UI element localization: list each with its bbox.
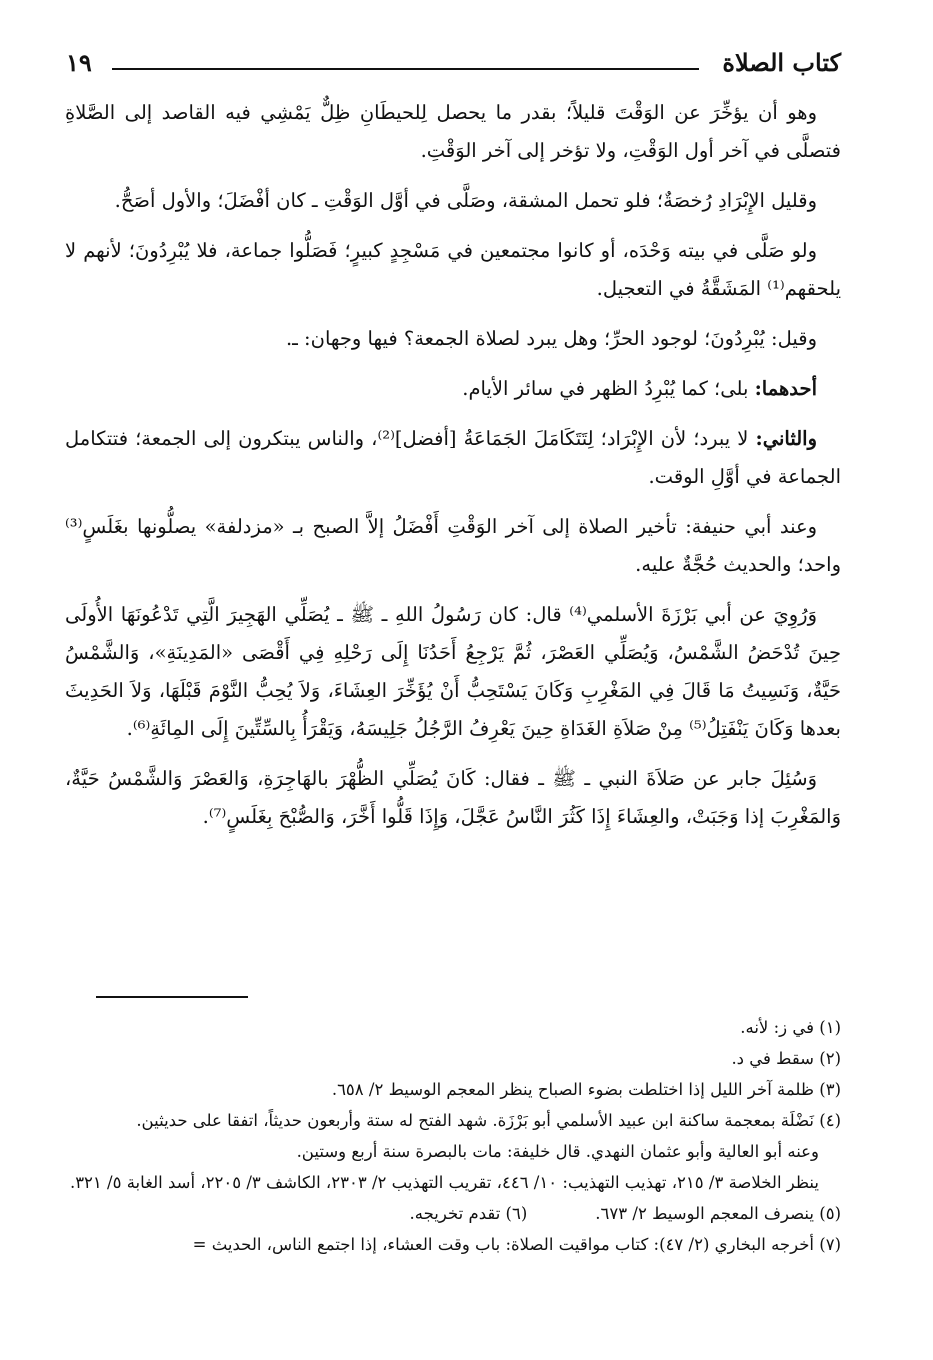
footnote-4-continuation: وعنه أبو العالية وأبو عثمان النهدي. قال خليفة: مات بالبصرة سنة أربع وستين. <box>296 1142 819 1161</box>
paragraph <box>65 232 841 308</box>
paragraph-text: وعند أبي حنيفة: تأخير الصلاة إلى آخر الوَقْتِ أَفْضَلُ إلاَّ الصبح بـ «مزدلفة» يصلُّونها بغَلَسٍ⁽³⁾ واحد؛ والحديث حُجَّةٌ عليه. <box>65 515 841 576</box>
paragraph-text: وقيل: يُبْرِدُونَ؛ لوجود الحرِّ؛ وهل يبرد لصلاة الجمعة؟ فيها وجهان: ـ. <box>285 327 817 350</box>
paragraph <box>65 94 841 170</box>
footnote-7: (٧) أخرجه البخاري (٢/ ٤٧): كتاب مواقيت الصلاة: باب وقت العشاء، إذا اجتمع الناس، الحديث = <box>192 1235 841 1254</box>
footnote-5: (٥) ينصرف المعجم الوسيط ٢/ ٦٧٣. <box>595 1204 841 1223</box>
footnote-4: (٤) نَضْلَة بمعجمة ساكنة ابن عبيد الأسلمي أبو بَرْزَة. شهد الفتح له ستة وأربعون حديثاً، اتفقا على حديثين. <box>136 1111 841 1130</box>
footnote-6: (٦) تقدم تخريجه. <box>409 1204 528 1223</box>
footnote-2: (٢) سقط في د. <box>731 1049 841 1068</box>
paragraph <box>65 760 841 836</box>
paragraph <box>65 182 841 220</box>
paragraph <box>65 420 841 496</box>
paragraph-text: وَرُوِيَ عن أبي بَرْزَةَ الأسلمي⁽⁴⁾ قال: كان رَسُولُ اللهِ ـ ﷺ ـ يُصَلِّي الهَجِيرَ الَّتِي تَدْعُونَهَا الأُولَى حِينَ تُدْحَضُ الشَّمْسُ، وَيُصَلِّي العَصْرَ، ثُمَّ يَرْجِعُ أَحَدُنَا إِلَى رَحْلِهِ فِي أَقْصَى «المَدِينَةِ»، وَالشَّمْسُ حَيَّةٌ، وَنَسِيتُ مَا قَالَ فِي المَغْرِبِ وَكَانَ يَسْتَحِبُّ أَنْ يُؤَخِّرَ العِشَاءَ، وَلاَ يُحِبُّ النَّوْمَ قَبْلَهَا، وَلاَ الحَدِيثَ بعدها وَكَانَ يَنْفَتِلُ⁽⁵⁾ مِنْ صَلاَةِ الغَدَاةِ حِينَ يَعْرِفُ الرَّجُلُ جَلِيسَهُ، وَيَقْرَأُ بِالسِّتِّينَ إِلَى المِائَةِ⁽⁶⁾. <box>65 603 841 740</box>
paragraph <box>65 370 841 408</box>
main-text <box>65 94 841 848</box>
footnote-1: (١) في ز: لأنه. <box>740 1018 841 1037</box>
paragraph-text: وَسُئِلَ جابر عن صَلاَةَ النبي ـ ﷺ ـ فقال: كَانَ يُصَلِّي الظُّهْرَ بالهَاجِرَةِ، وَالعَصْرَ وَالشَّمْسُ حَيَّةٌ، وَالمَغْرِبَ إذا وَجَبَتْ، والعِشَاءَ إِذَا كَثُرَ النَّاسُ عَجَّلَ، وَإِذَا قَلُّوا أَخَّرَ، وَالصُّبْحَ بِغَلَسٍ⁽⁷⁾. <box>65 767 841 828</box>
footnote-separator <box>96 996 248 998</box>
footnotes <box>41 1012 841 1260</box>
paragraph-text: ولو صَلَّى في بيته وَحْدَه، أو كانوا مجتمعين في مَسْجِدٍ كبيرٍ؛ فَصَلُّوا جماعة، فلا يُبْرِدُونَ؛ لأنهم لا يلحقهم⁽¹⁾ المَشَقَّةُ في التعجيل. <box>65 239 841 300</box>
paragraph-label: والثاني: <box>755 427 817 450</box>
paragraph <box>65 320 841 358</box>
header-rule <box>112 68 699 70</box>
chapter-title: كتاب الصلاة <box>722 48 841 77</box>
footnote-3: (٣) ظلمة آخر الليل إذا اختلطت بضوء الصباح ينظر المعجم الوسيط ٢/ ٦٥٨. <box>331 1080 841 1099</box>
paragraph-text: وقليل الإِبْرَادِ رُخصَةٌ؛ فلو تحمل المشقة، وصَلَّى في أوَّل الوَقْتِ ـ كان أفْضَلَ؛ والأول أصَحُّ. <box>114 189 817 212</box>
footnote-4-sources: ينظر الخلاصة ٣/ ٢١٥، تهذيب التهذيب: ١٠/ ٤٤٦، تقريب التهذيب ٢/ ٢٣٠٣، الكاشف ٣/ ٢٢٠٥، أسد الغابة ٥/ ٣٢١. <box>69 1173 819 1192</box>
paragraph-text: بلى؛ كما يُبْرِدُ الظهر في سائر الأيام. <box>462 377 749 400</box>
footnote-row <box>41 1198 841 1229</box>
paragraph-text: لا يبرد؛ لأن الإِبْرَاد؛ لِتَتَكَامَلَ الجَمَاعَةُ [أفضل]⁽²⁾، والناس يبتكرون إلى الجمعة؛ فتتكامل الجماعة في أوَّلِ الوقت. <box>65 427 841 488</box>
paragraph <box>65 596 841 748</box>
paragraph-label: أحدهما: <box>754 377 817 400</box>
page-number: ١٩ <box>66 48 92 77</box>
running-header <box>66 44 841 84</box>
paragraph-text: وهو أن يؤخِّرَ عن الوَقْتَ قليلاً؛ بقدر ما يحصل لِلحيطَانِ ظِلٌّ يَمْشِي فيه القاصد إلى الصَّلاةِ فتصلَّى في آخر أول الوَقْتِ، ولا تؤخر إلى آخر الوَقْتِ. <box>65 101 841 162</box>
paragraph <box>65 508 841 584</box>
